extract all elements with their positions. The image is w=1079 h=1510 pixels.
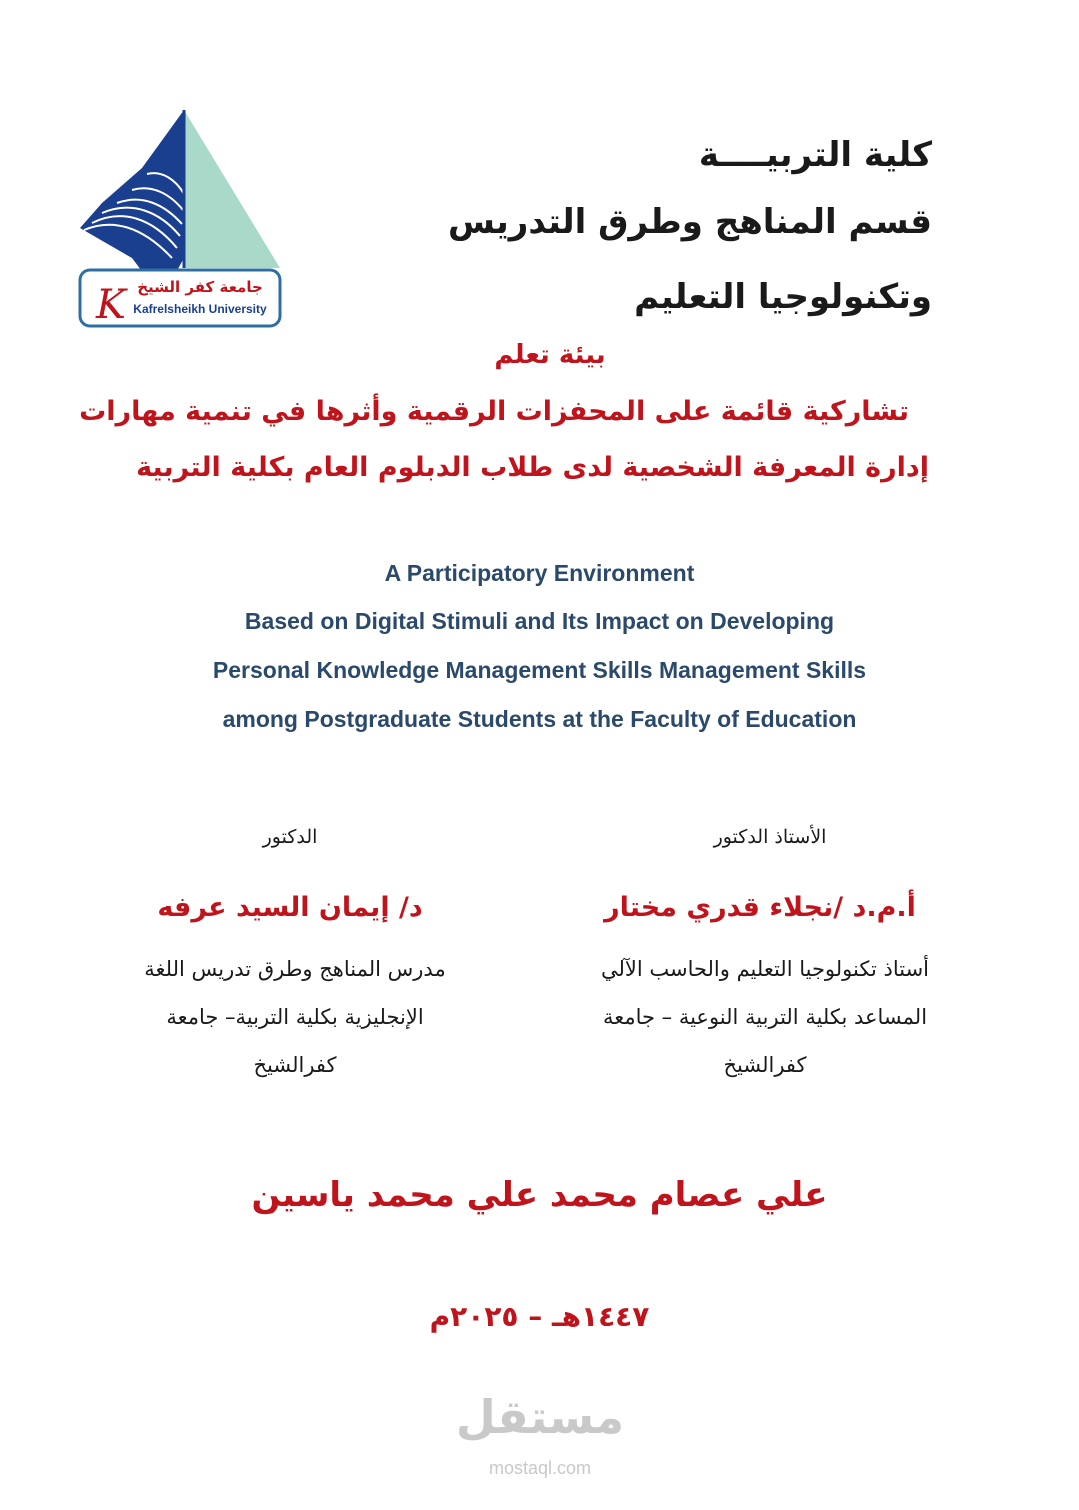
supervisor-2-desc-line-3: كفرالشيخ [253,1053,337,1077]
department-name: قسم المناهج وطرق التدريس [447,202,932,242]
logo-arabic-name: جامعة كفر الشيخ [137,278,263,296]
english-title-line-3: Personal Knowledge Management Skills Management Skills [212,657,867,683]
supervisor-1-description [545,945,985,1089]
supervisor-2-desc-line-2: الإنجليزية بكلية التربية– جامعة [166,1005,424,1029]
supervisor-2-desc-line-1: مدرس المناهج وطرق تدريس اللغة [144,957,446,981]
supervisor-1-name: أ.م.د /نجلاء قدري مختار [604,892,916,923]
arabic-title-line-2: تشاركية قائمة على المحفزات الرقمية وأثرها في تنمية مهارات [79,396,909,427]
supervisor-1-desc-line-3: كفرالشيخ [723,1053,807,1077]
arabic-title-line-1: بيئة تعلم [494,340,606,370]
supervisor-1-desc-line-2: المساعد بكلية التربية النوعية – جامعة [602,1005,928,1029]
university-logo [72,108,288,333]
researcher-name: علي عصام محمد علي محمد ياسين [251,1175,828,1215]
supervisor-1-role: الأستاذ الدكتور [713,826,827,848]
english-title-line-2: Based on Digital Stimuli and Its Impact on Developing [244,608,835,634]
supervisor-2-description [100,945,490,1089]
arabic-title-line-3: إدارة المعرفة الشخصية لدى طلاب الدبلوم العام بكلية التربية [136,452,929,483]
english-title-line-4: among Postgraduate Students at the Faculty of Education [222,706,857,732]
department-name-cont: وتكنولوجيا التعليم [634,277,932,317]
supervisor-1-desc-line-1: أستاذ تكنولوجيا التعليم والحاسب الآلي [600,957,930,981]
supervisor-2-name: د/ إيمان السيد عرفه [157,892,423,923]
mostaql-watermark [440,1390,640,1500]
watermark-domain: mostaql.com [488,1458,592,1478]
watermark-word: مستقل [455,1390,625,1444]
supervisor-2-role: الدكتور [262,826,318,848]
document-date: ١٤٤٧هـ – ٢٠٢٥م [429,1300,650,1333]
logo-english-name: Kafrelsheikh University [133,302,267,316]
sailboat-icon [72,108,288,333]
english-title-line-1: A Participatory Environment [384,560,695,586]
faculty-name: كلية التربيــــة [698,135,932,175]
svg-text:K: K [96,282,126,328]
